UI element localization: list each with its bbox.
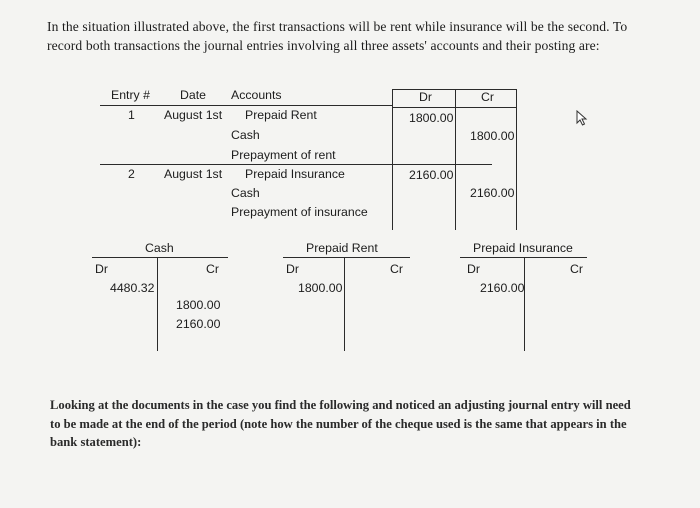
dr-label: Dr — [286, 262, 299, 276]
account-line: Prepayment of rent — [231, 148, 336, 162]
header-date: Date — [180, 88, 206, 102]
header-dr: Dr — [419, 90, 432, 104]
intro-paragraph: In the situation illustrated above, the first transactions will be rent while insurance will be the second. To record both transactions the journal entries involving all three assets' accounts and their posting are: — [47, 19, 628, 53]
dr-value: 1800.00 — [298, 281, 343, 295]
entry-number: 1 — [128, 108, 135, 122]
cr-value: 2160.00 — [176, 317, 221, 331]
t-account-top-line — [92, 257, 228, 258]
dr-amount: 1800.00 — [409, 111, 454, 125]
header-cr: Cr — [481, 90, 494, 104]
t-account-divider — [157, 257, 158, 351]
account-line: Prepayment of insurance — [231, 205, 368, 219]
dr-label: Dr — [467, 262, 480, 276]
account-line: Prepaid Insurance — [245, 167, 345, 181]
entry-date: August 1st — [164, 167, 223, 181]
header-entry: Entry # — [111, 88, 150, 102]
dr-label: Dr — [95, 262, 108, 276]
account-line: Cash — [231, 128, 260, 142]
cr-label: Cr — [390, 262, 403, 276]
cr-column-right — [516, 89, 517, 230]
t-account-title: Cash — [145, 241, 174, 255]
dr-amount: 2160.00 — [409, 168, 454, 182]
dr-value: 4480.32 — [110, 281, 155, 295]
account-line: Cash — [231, 186, 260, 200]
cr-value: 1800.00 — [176, 298, 221, 312]
entry-date: August 1st — [164, 108, 223, 122]
entry-separator — [100, 164, 492, 165]
t-account-divider — [524, 257, 525, 351]
entry-number: 2 — [128, 167, 135, 181]
dr-column-left — [392, 89, 393, 230]
mouse-pointer-icon — [575, 110, 589, 126]
t-account-top-line — [283, 257, 410, 258]
cr-amount: 2160.00 — [470, 186, 515, 200]
header-underline — [100, 105, 392, 106]
account-line: Prepaid Rent — [245, 108, 317, 122]
cr-amount: 1800.00 — [470, 129, 515, 143]
closing-paragraph: Looking at the documents in the case you find the following and noticed an adjusting journal entry will need to be made at the end of the period (note how the number of the cheque used is the same that appears in the bank statement): — [50, 398, 631, 449]
header-accounts: Accounts — [231, 88, 282, 102]
cr-label: Cr — [570, 262, 583, 276]
dr-cr-divider — [455, 89, 456, 230]
cr-label: Cr — [206, 262, 219, 276]
dr-value: 2160.00 — [480, 281, 525, 295]
t-account-title: Prepaid Rent — [306, 241, 378, 255]
t-account-title: Prepaid Insurance — [473, 241, 573, 255]
t-account-divider — [344, 257, 345, 351]
